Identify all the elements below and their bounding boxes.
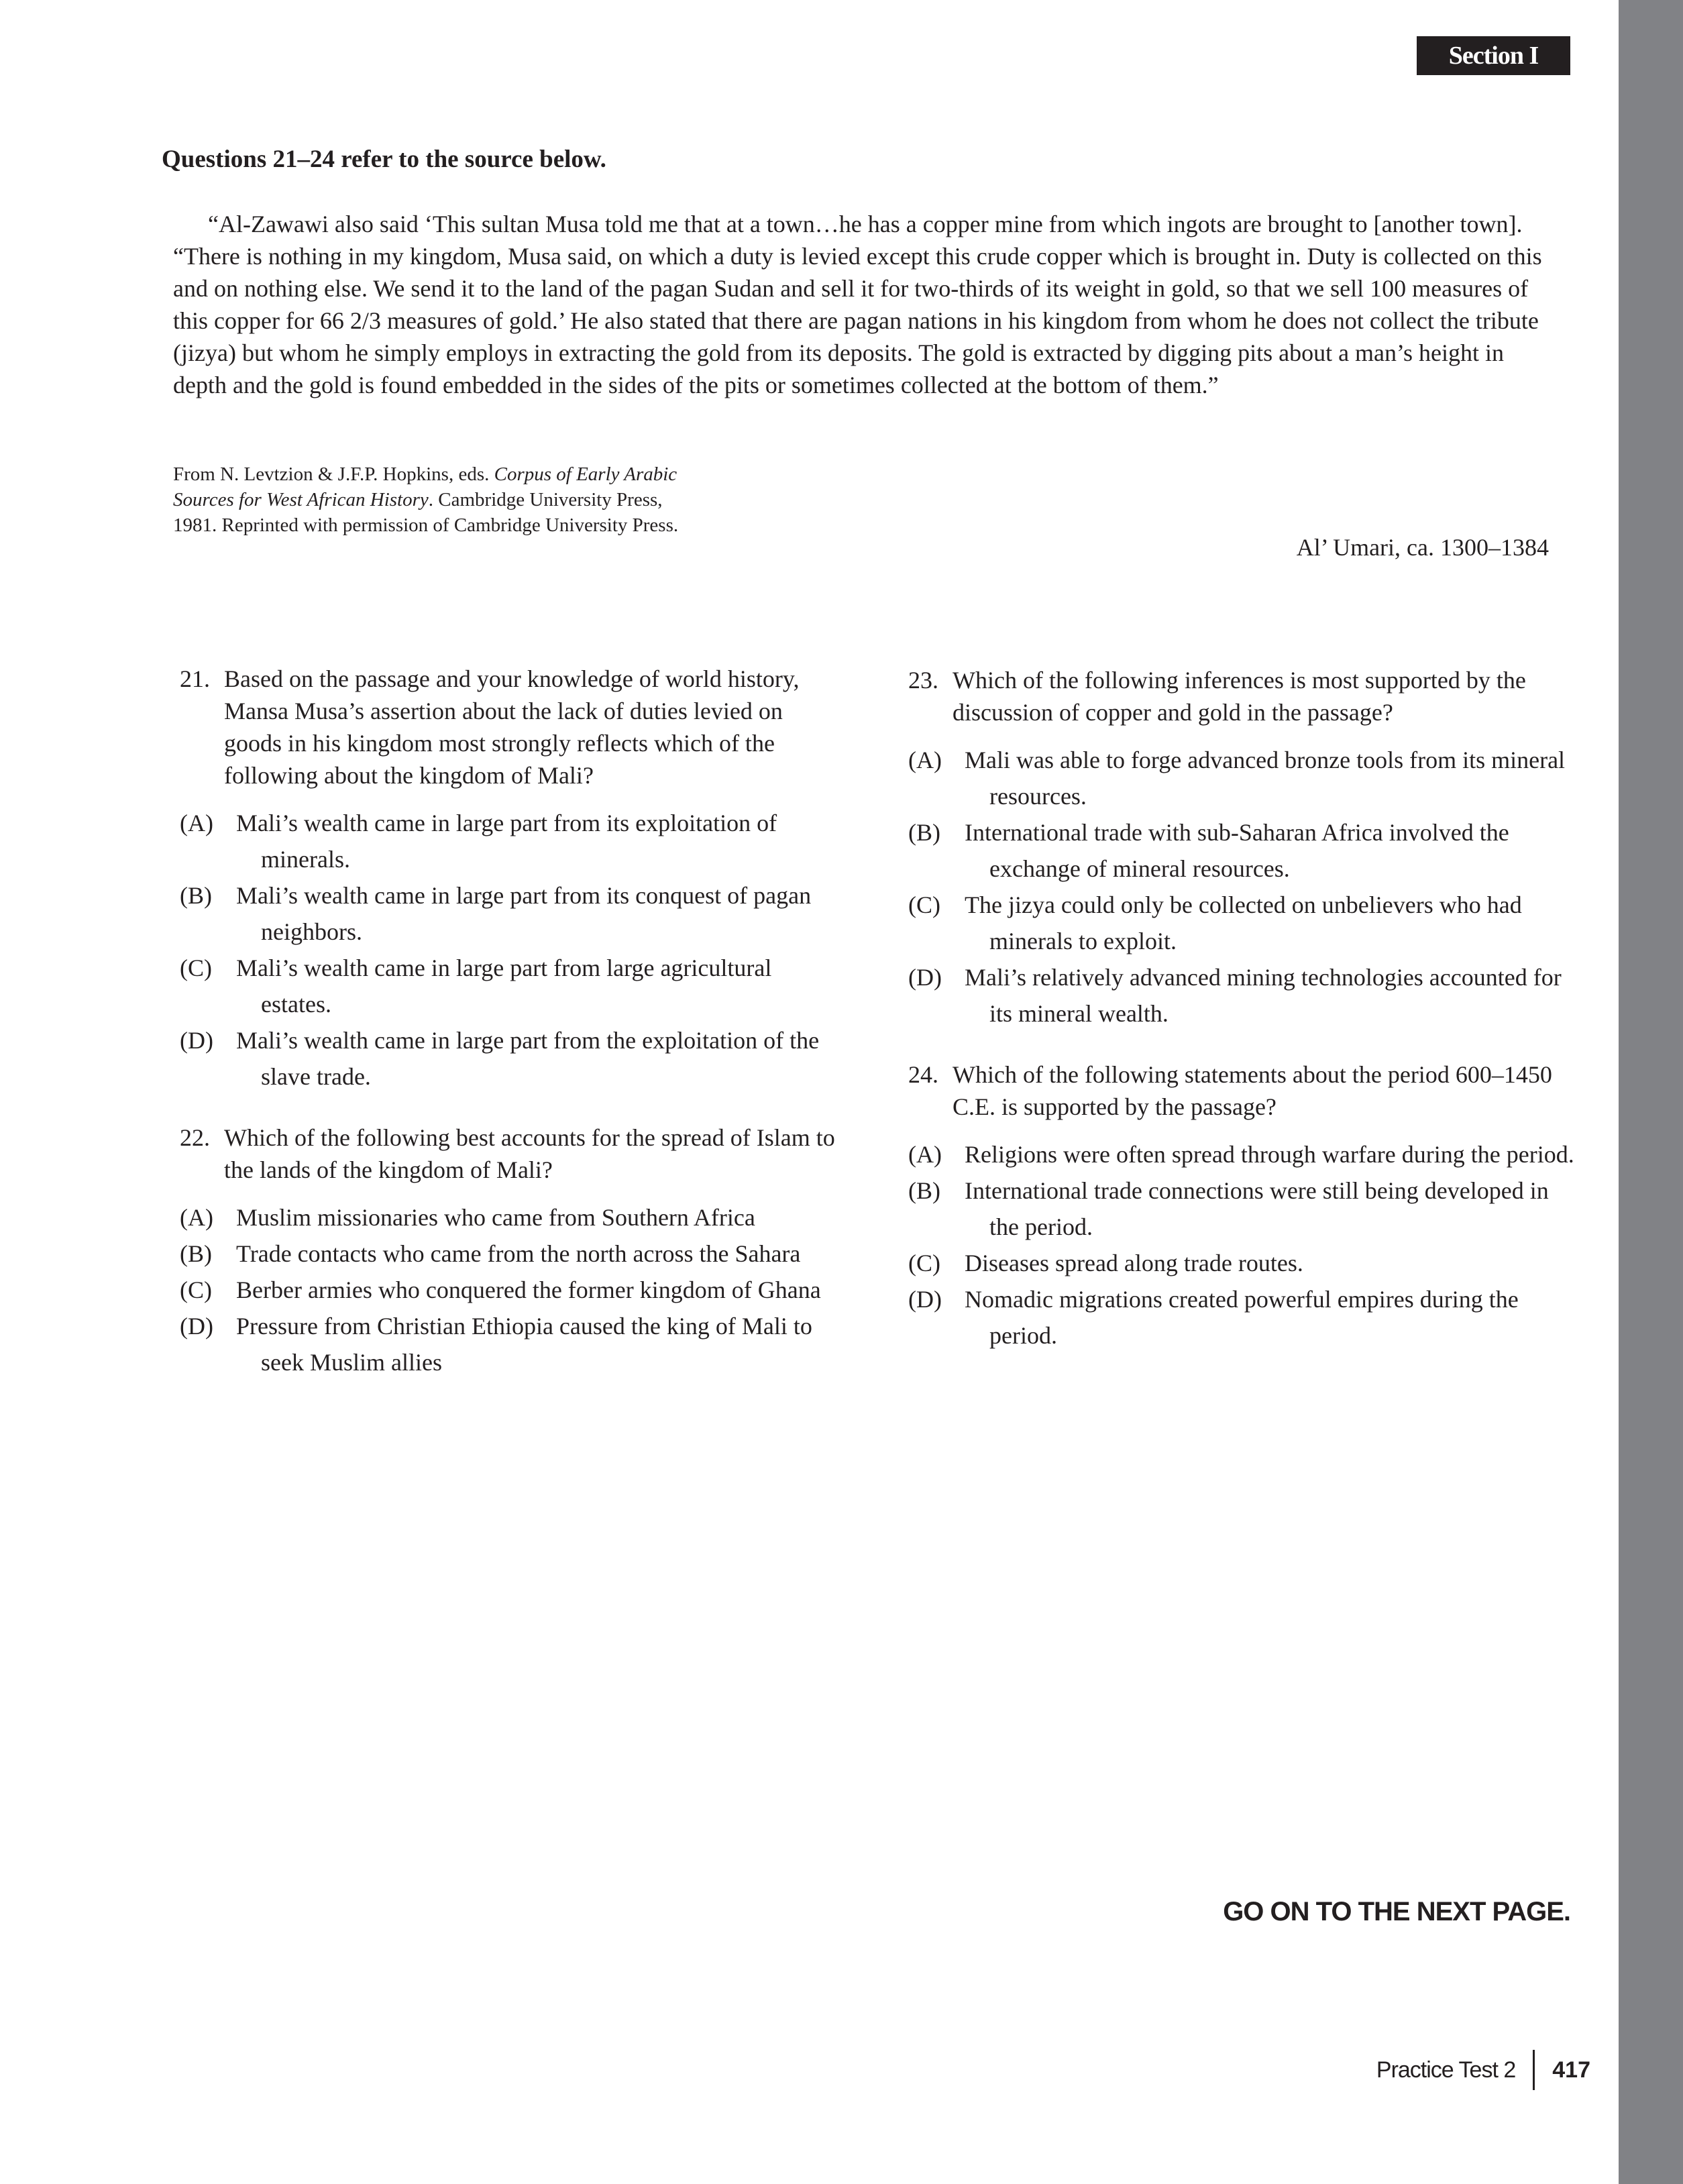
answer-option[interactable] — [908, 1281, 1579, 1354]
question-text: Which of the following best accounts for the spread of Islam to the lands of the kingdom of Mali? — [224, 1124, 835, 1183]
option-letter: (C) — [180, 1276, 212, 1303]
option-letter: (C) — [908, 891, 940, 918]
answer-options — [180, 805, 837, 1095]
page-number: 417 — [1552, 2057, 1590, 2083]
option-letter: (C) — [180, 954, 212, 981]
source-passage: “Al-Zawawi also said ‘This sultan Musa told me that at a town…he has a copper mine from which ingots are brought to [another town]. “There is nothing in my kingdom, Musa said, on which a duty is levied except this crude copper which is brought in. Duty is collected on this and on nothing else. We send it to the land of the pagan Sudan and sell it for two-thirds of its weight in gold, so that we sell 100 measures of this copper for 66 2/3 measures of gold.’ He also stated that there are pagan nations in his kingdom from whom he does not collect the tribute (jizya) but whom he simply employs in extracting the gold from its deposits. The gold is extracted by digging pits about a man’s height in depth and the gold is found embedded in the sides of the pits or sometimes collected at the bottom of them.” — [173, 211, 1542, 398]
option-text: The jizya could only be collected on unbelievers who had minerals to exploit. — [965, 891, 1522, 954]
option-letter: (A) — [180, 810, 213, 836]
option-text: Mali’s wealth came in large part from the exploitation of the slave trade. — [236, 1027, 820, 1090]
option-text: International trade connections were still being developed in the period. — [965, 1177, 1549, 1240]
book-label: Practice Test 2 — [1376, 2057, 1516, 2083]
citation-title: Corpus of Early Arabic Sources for West African History — [173, 463, 677, 510]
answer-options — [908, 742, 1579, 1032]
source-attribution: Al’ Umari, ca. 1300–1384 — [1296, 534, 1549, 561]
question-22 — [180, 1122, 837, 1380]
questions-heading: Questions 21–24 refer to the source below. — [162, 146, 606, 173]
option-text: Mali’s relatively advanced mining technologies accounted for its mineral wealth. — [965, 964, 1562, 1027]
option-letter: (A) — [908, 1141, 942, 1168]
question-stem — [908, 1058, 1579, 1123]
answer-option[interactable] — [908, 814, 1579, 887]
question-number: 21. — [180, 665, 210, 692]
question-stem — [180, 663, 837, 791]
question-stem — [908, 664, 1579, 728]
option-text: Pressure from Christian Ethiopia caused the king of Mali to seek Muslim allies — [236, 1313, 812, 1376]
question-text: Based on the passage and your knowledge of world history, Mansa Musa’s assertion about the lack of duties levied on goods in his kingdom most strongly reflects which of the following about the kingdom of Mali? — [224, 665, 800, 789]
question-stem — [180, 1122, 837, 1186]
answer-option[interactable] — [180, 1022, 837, 1095]
source-citation — [173, 461, 683, 538]
option-letter: (D) — [908, 1286, 942, 1313]
answer-option[interactable] — [180, 1236, 837, 1272]
section-label: Section I — [1417, 36, 1570, 75]
option-text: Mali’s wealth came in large part from its exploitation of minerals. — [236, 810, 777, 873]
option-text: Religions were often spread through warfare during the period. — [965, 1141, 1574, 1168]
go-on-notice: GO ON TO THE NEXT PAGE. — [1223, 1897, 1570, 1926]
option-text: Trade contacts who came from the north across the Sahara — [236, 1240, 801, 1267]
question-number: 22. — [180, 1124, 210, 1151]
option-text: Diseases spread along trade routes. — [965, 1250, 1303, 1276]
left-column — [180, 663, 837, 1406]
option-text: Mali’s wealth came in large part from its conquest of pagan neighbors. — [236, 882, 812, 945]
answer-option[interactable] — [180, 877, 837, 950]
question-number: 24. — [908, 1061, 938, 1088]
footer-divider — [1533, 2050, 1535, 2090]
answer-option[interactable] — [908, 1136, 1579, 1172]
answer-option[interactable] — [180, 1272, 837, 1308]
answer-option[interactable] — [908, 1245, 1579, 1281]
option-letter: (D) — [180, 1027, 213, 1054]
option-text: Mali was able to forge advanced bronze tools from its mineral resources. — [965, 747, 1566, 810]
answer-option[interactable] — [908, 742, 1579, 814]
question-23 — [908, 664, 1579, 1032]
right-column — [908, 664, 1579, 1379]
option-text: Muslim missionaries who came from Southern Africa — [236, 1204, 755, 1231]
option-letter: (D) — [180, 1313, 213, 1340]
answer-option[interactable] — [180, 1199, 837, 1236]
option-letter: (A) — [908, 747, 942, 773]
answer-option[interactable] — [908, 887, 1579, 959]
option-letter: (A) — [180, 1204, 213, 1231]
answer-option[interactable] — [908, 1172, 1579, 1245]
option-text: International trade with sub-Saharan Africa involved the exchange of mineral resources. — [965, 819, 1509, 882]
question-24 — [908, 1058, 1579, 1354]
answer-option[interactable] — [180, 950, 837, 1022]
option-text: Nomadic migrations created powerful empires during the period. — [965, 1286, 1519, 1349]
option-text: Mali’s wealth came in large part from large agricultural estates. — [236, 954, 772, 1018]
question-21 — [180, 663, 837, 1095]
page-edge-tab — [1619, 0, 1683, 2184]
citation-prefix: From N. Levtzion & J.F.P. Hopkins, eds. — [173, 463, 494, 485]
question-text: Which of the following statements about the period 600–1450 C.E. is supported by the passage? — [953, 1061, 1552, 1120]
question-number: 23. — [908, 667, 938, 694]
option-letter: (C) — [908, 1250, 940, 1276]
option-letter: (B) — [908, 819, 940, 846]
option-letter: (B) — [180, 1240, 212, 1267]
option-letter: (D) — [908, 964, 942, 991]
question-text: Which of the following inferences is most supported by the discussion of copper and gold in the passage? — [953, 667, 1526, 726]
page-footer — [1376, 2050, 1590, 2090]
option-letter: (B) — [180, 882, 212, 909]
answer-options — [908, 1136, 1579, 1354]
answer-option[interactable] — [180, 805, 837, 877]
option-text: Berber armies who conquered the former kingdom of Ghana — [236, 1276, 821, 1303]
option-letter: (B) — [908, 1177, 940, 1204]
answer-option[interactable] — [908, 959, 1579, 1032]
answer-options — [180, 1199, 837, 1380]
answer-option[interactable] — [180, 1308, 837, 1380]
citation-suffix: . Cambridge University Press, 1981. Reprinted with permission of Cambridge University Press. — [173, 489, 679, 536]
